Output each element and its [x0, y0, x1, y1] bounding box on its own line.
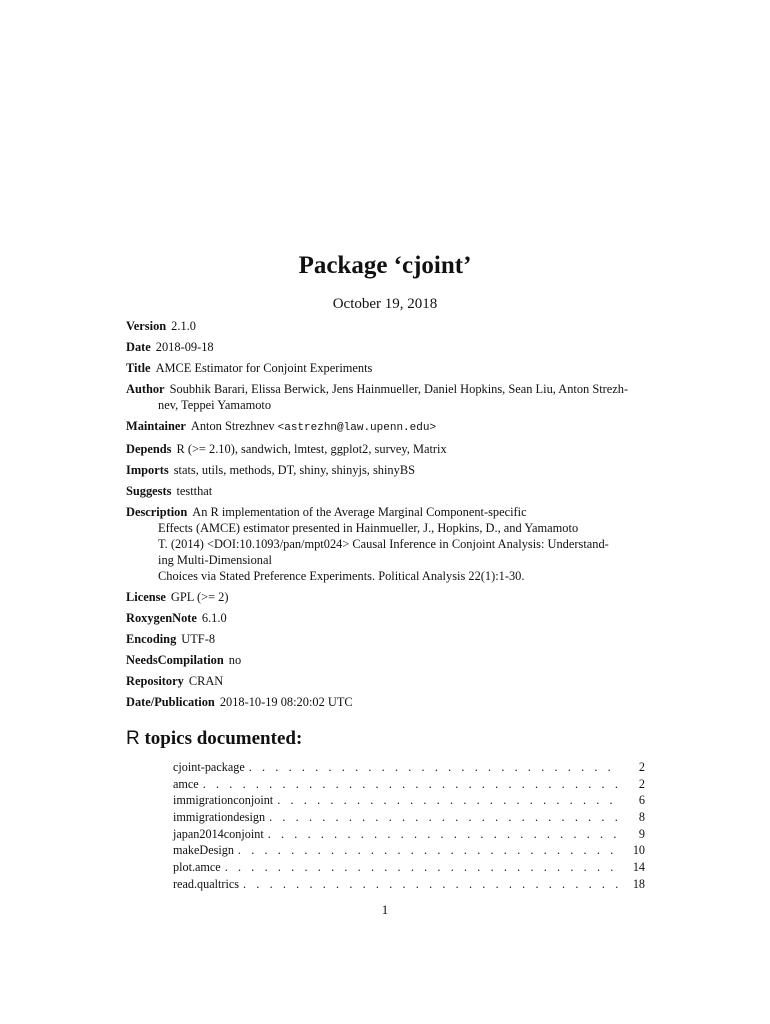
field-value: 6.1.0: [201, 611, 227, 625]
field-value: stats, utils, methods, DT, shiny, shinyjs, shinyBS: [173, 463, 415, 477]
maintainer-email[interactable]: <astrezhn@law.upenn.edu>: [277, 422, 437, 434]
page-number: 1: [381, 902, 389, 917]
toc-entry-name[interactable]: japan2014conjoint: [173, 826, 264, 841]
maintainer-name: Anton Strezhnev: [190, 419, 275, 433]
toc-entry-page[interactable]: 8: [638, 810, 645, 825]
field-maintainer: [126, 418, 646, 436]
toc-heading-text: topics documented:: [139, 728, 303, 749]
toc-leader-dots: [249, 760, 619, 775]
field-key: Description: [126, 505, 188, 519]
field-key: Title: [126, 361, 151, 375]
field-description: [126, 504, 646, 584]
field-license: [126, 589, 646, 605]
toc-entry-name[interactable]: immigrationdesign: [173, 810, 266, 825]
field-date-publication: [126, 694, 646, 710]
field-key: RoxygenNote: [126, 611, 197, 625]
field-needs-compilation: [126, 652, 646, 668]
field-key: Maintainer: [126, 419, 186, 433]
table-of-contents: [173, 760, 645, 894]
field-value: CRAN: [188, 674, 224, 688]
field-title: [126, 360, 646, 376]
toc-entry-page[interactable]: 18: [632, 876, 645, 891]
toc-entry-page[interactable]: 2: [638, 776, 645, 791]
field-key: Author: [126, 382, 165, 396]
field-version: [126, 318, 646, 334]
toc-leader-dots: [269, 810, 619, 825]
toc-entry-page[interactable]: 9: [638, 826, 645, 841]
field-key: License: [126, 590, 166, 604]
field-key: Repository: [126, 674, 184, 688]
toc-leader-dots: [225, 860, 619, 875]
toc-entry-name[interactable]: plot.amce: [173, 860, 221, 875]
field-encoding: [126, 631, 646, 647]
field-imports: [126, 462, 646, 478]
toc-entry[interactable]: [173, 877, 645, 894]
field-date: [126, 339, 646, 355]
field-key: Date: [126, 340, 151, 354]
toc-entry[interactable]: [173, 777, 645, 794]
package-title: Package ‘cjoint’: [298, 252, 472, 279]
field-key: Encoding: [126, 632, 177, 646]
toc-entry[interactable]: [173, 843, 645, 860]
field-value: GPL (>= 2): [170, 590, 229, 604]
description-line: Effects (AMCE) estimator presented in Hainmueller, J., Hopkins, D., and Yamamoto: [158, 521, 579, 535]
toc-entry-page[interactable]: 6: [638, 793, 645, 808]
description-line: An R implementation of the Average Marginal Component-specific: [192, 505, 527, 519]
field-depends: [126, 441, 646, 457]
toc-leader-dots: [268, 827, 619, 842]
field-repository: [126, 673, 646, 689]
toc-entry[interactable]: [173, 827, 645, 844]
toc-leader-dots: [243, 877, 619, 892]
toc-heading-r: R: [126, 728, 140, 749]
toc-leader-dots: [277, 793, 619, 808]
field-value: testthat: [176, 484, 213, 498]
field-key: Version: [126, 319, 167, 333]
field-value: 2018-10-19 08:20:02 UTC: [219, 695, 353, 709]
field-value: AMCE Estimator for Conjoint Experiments: [155, 361, 373, 375]
field-roxygen-note: [126, 610, 646, 626]
field-key: Suggests: [126, 484, 172, 498]
description-line: T. (2014) <DOI:10.1093/pan/mpt024> Causal Inference in Conjoint Analysis: Understand-: [158, 537, 609, 551]
toc-entry-page[interactable]: 2: [638, 760, 645, 774]
toc-entry[interactable]: [173, 810, 645, 827]
toc-heading: [126, 728, 302, 750]
toc-entry-name[interactable]: read.qualtrics: [173, 876, 239, 891]
toc-entry-name[interactable]: makeDesign: [173, 843, 234, 858]
field-value: Soubhik Barari, Elissa Berwick, Jens Hainmueller, Daniel Hopkins, Sean Liu, Anton Strezh-nev, Teppei Yamamoto: [158, 382, 629, 412]
toc-entry[interactable]: [173, 760, 645, 777]
field-key: Depends: [126, 442, 172, 456]
package-fields: [126, 318, 646, 715]
toc-entry-name[interactable]: amce: [173, 776, 199, 791]
toc-entry-page[interactable]: 14: [632, 860, 645, 875]
field-value: UTF-8: [181, 632, 216, 646]
field-suggests: [126, 483, 646, 499]
description-line: Choices via Stated Preference Experiments. Political Analysis 22(1):1-30.: [158, 569, 525, 583]
toc-entry-page[interactable]: 10: [632, 843, 645, 858]
toc-entry-name[interactable]: cjoint-package: [173, 760, 245, 774]
description-line: ing Multi-Dimensional: [158, 553, 272, 567]
toc-leader-dots: [203, 777, 619, 792]
toc-entry[interactable]: [173, 860, 645, 877]
field-key: NeedsCompilation: [126, 653, 224, 667]
toc-leader-dots: [238, 843, 619, 858]
field-key: Imports: [126, 463, 169, 477]
toc-entry-name[interactable]: immigrationconjoint: [173, 793, 274, 808]
toc-entry[interactable]: [173, 793, 645, 810]
field-value: 2.1.0: [171, 319, 196, 333]
field-value: 2018-09-18: [155, 340, 214, 354]
field-key: Date/Publication: [126, 695, 215, 709]
field-value: R (>= 2.10), sandwich, lmtest, ggplot2, survey, Matrix: [176, 442, 447, 456]
document-date: October 19, 2018: [332, 296, 438, 312]
field-author: [126, 381, 646, 413]
field-value: no: [228, 653, 242, 667]
